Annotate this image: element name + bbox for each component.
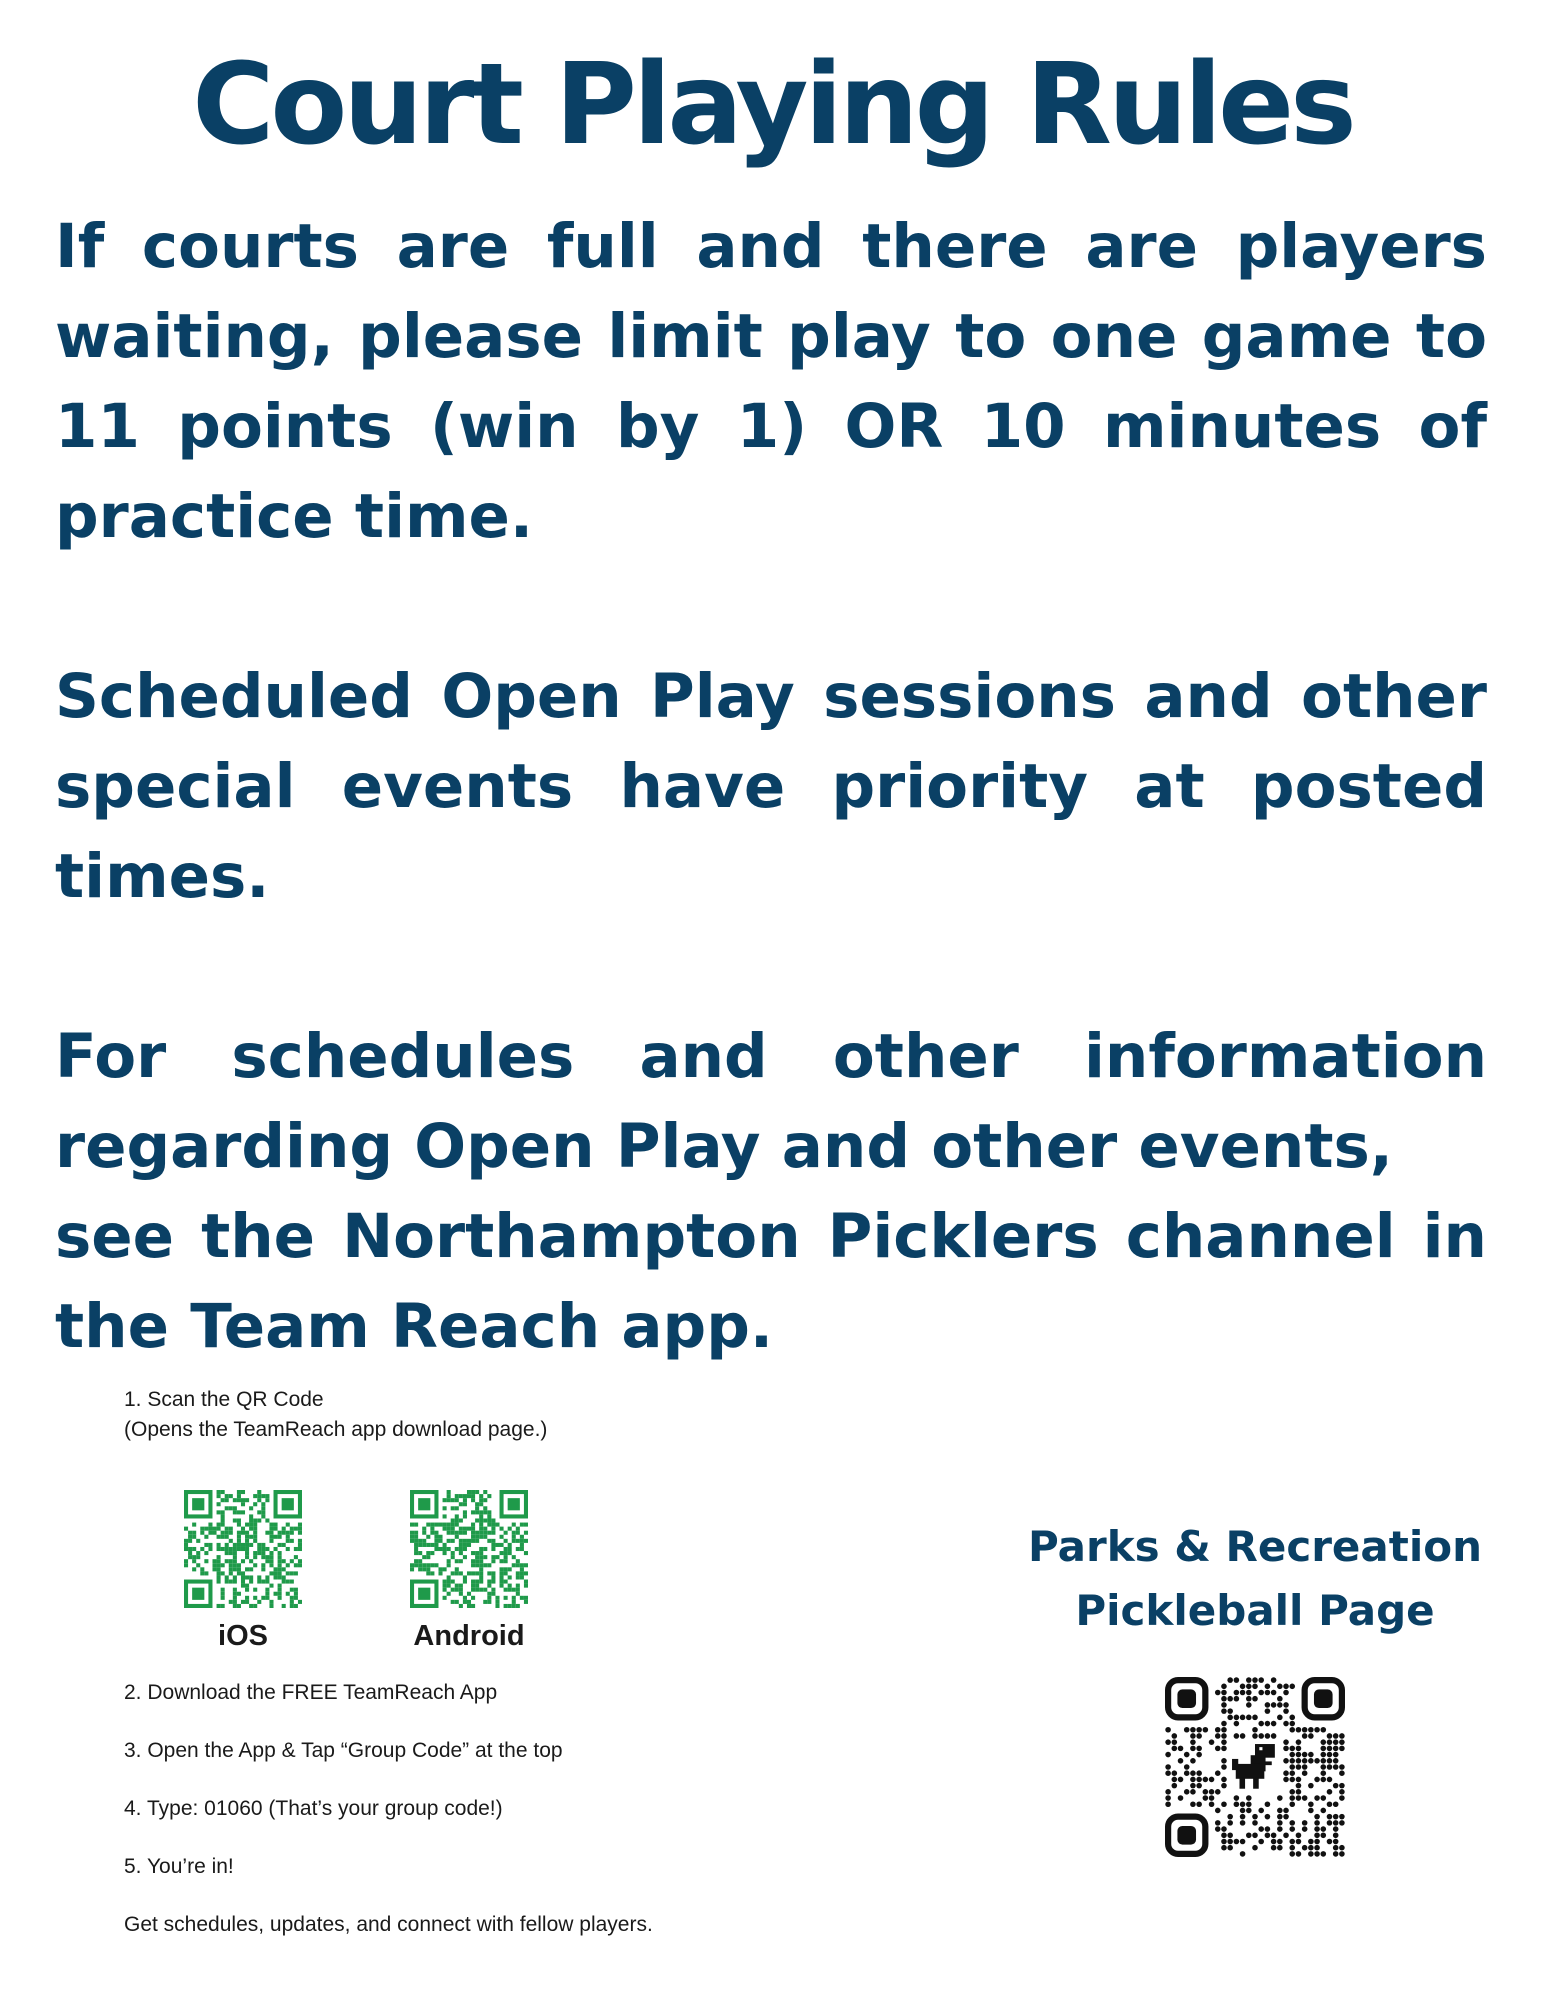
step-download: 2. Download the FREE TeamReach App: [124, 1681, 498, 1704]
step-group-code: 4. Type: 01060 (That’s your group code!): [124, 1797, 503, 1820]
rule-line: 11 points (win by 1) OR 10 minutes of: [55, 391, 1487, 462]
step-open-app: 3. Open the App & Tap “Group Code” at the top: [124, 1739, 563, 1762]
ios-label: iOS: [218, 1620, 268, 1652]
parks-heading-line: Pickleball Page: [1075, 1586, 1435, 1635]
step-scan: [124, 1385, 547, 1445]
rule-line: see the Northampton Picklers channel in: [55, 1201, 1487, 1272]
android-label: Android: [413, 1620, 525, 1652]
parks-recreation-heading: [1005, 1515, 1505, 1643]
rule-limit-play: [55, 202, 1487, 562]
rule-line: Scheduled Open Play sessions and other: [55, 661, 1487, 732]
rule-line: If courts are full and there are players: [55, 211, 1487, 282]
rule-line: the Team Reach app.: [55, 1291, 774, 1362]
step-scan-note: (Opens the TeamReach app download page.): [124, 1418, 548, 1441]
parks-qr-code-icon[interactable]: [1165, 1677, 1345, 1857]
closing-note: Get schedules, updates, and connect with fellow players.: [124, 1913, 653, 1936]
rule-line: waiting, please limit play to one game to: [55, 301, 1487, 372]
ios-qr-code-icon[interactable]: [184, 1490, 302, 1608]
rule-line: For schedules and other information: [55, 1021, 1487, 1092]
rule-line: regarding Open Play and other events,: [55, 1111, 1393, 1182]
android-qr-code-icon[interactable]: [410, 1490, 528, 1608]
rule-line: practice time.: [55, 481, 534, 552]
rule-priority: [55, 652, 1487, 922]
rule-info: [55, 1012, 1487, 1372]
parks-heading-line: Parks & Recreation: [1027, 1522, 1482, 1571]
step-done: 5. You’re in!: [124, 1855, 234, 1878]
rule-line: times.: [55, 841, 270, 912]
rule-line: special events have priority at posted: [55, 751, 1487, 822]
step-scan-title: 1. Scan the QR Code: [124, 1388, 324, 1411]
page-title: Court Playing Rules: [192, 40, 1353, 170]
